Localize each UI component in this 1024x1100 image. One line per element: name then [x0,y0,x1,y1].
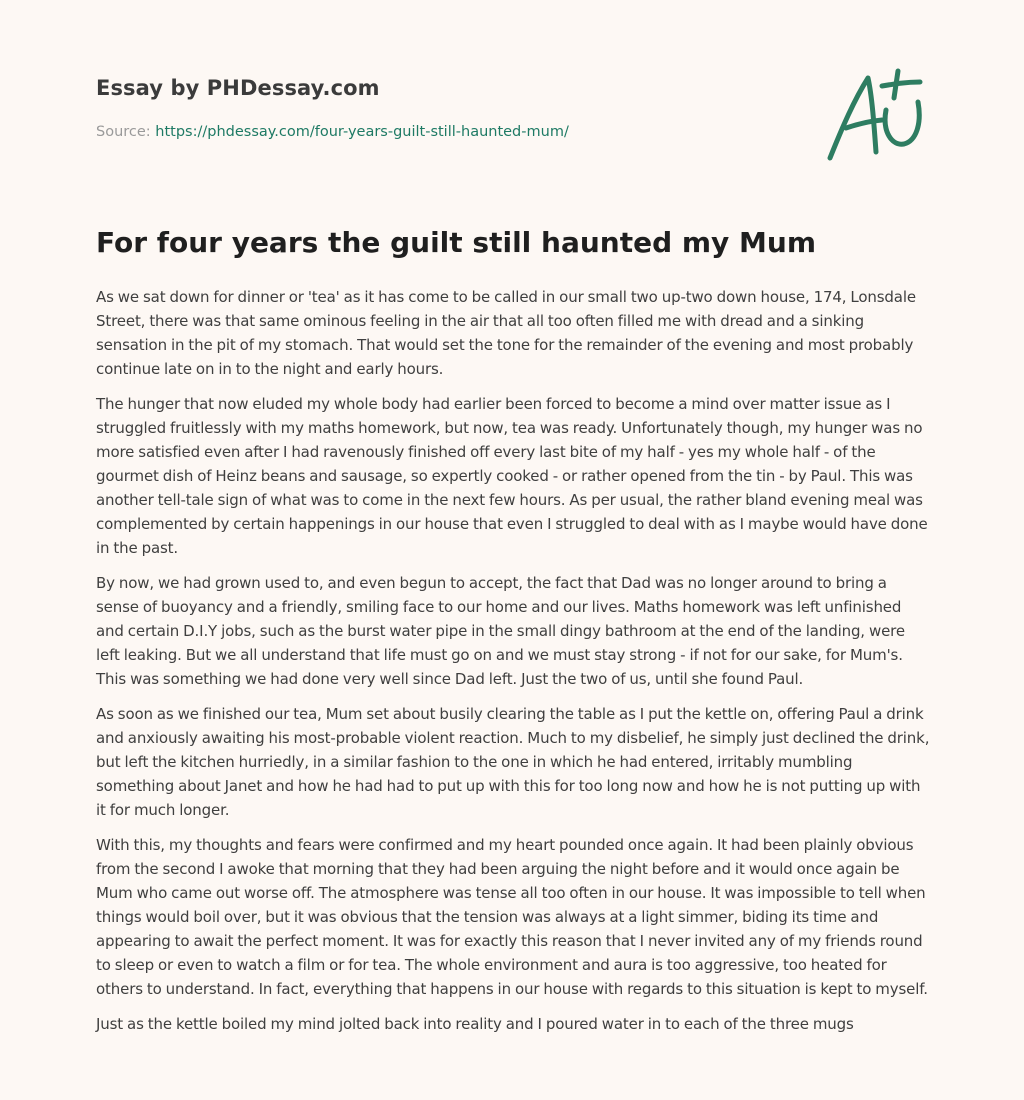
a-plus-logo [824,66,928,166]
source-line [96,124,569,140]
essay-paragraph: As soon as we finished our tea, Mum set about busily clearing the table as I put the kettle on, offering Paul a drink and anxiously awaiting his most-probable violent reaction. Much to my disbelief, he simply just declined the drink, but left the kitchen hurriedly, in a similar fashion to the one in which he had entered, irritably mumbling something about Janet and how he had had to put up with this for too long now and how he is not putting up with it for much longer. [96,705,930,819]
site-title: Essay by PHDessay.com [96,76,380,100]
essay-paragraph: As we sat down for dinner or 'tea' as it has come to be called in our small two up-two down house, 174, Lonsdale Street, there was that same ominous feeling in the air that all too often filled me with dread and a sinking sensation in the pit of my stomach. That would set the tone for the remainder of the evening and most probably continue late on in to the night and early hours. [96,288,916,378]
essay-paragraph: Just as the kettle boiled my mind jolted back into reality and I poured water in to each of the three mugs [96,1015,854,1033]
essay-paragraph: By now, we had grown used to, and even begun to accept, the fact that Dad was no longer around to bring a sense of buoyancy and a friendly, smiling face to our home and our lives. Maths homework was left unfinished and certain D.I.Y jobs, such as the burst water pipe in the small dingy bathroom at the end of the landing, were left leaking. But we all understand that life must go on and we must stay strong - if not for our sake, for Mum's. This was something we had done very well since Dad left. Just the two of us, until she found Paul. [96,574,905,688]
essay-paragraph: With this, my thoughts and fears were confirmed and my heart pounded once again. It had been plainly obvious from the second I awoke that morning that they had been arguing the night before and it would once again be Mum who came out worse off. The atmosphere was tense all too often in our house. It was impossible to tell when things would boil over, but it was obvious that the tension was always at a light simmer, biding its time and appearing to await the perfect moment. It was for exactly this reason that I never invited any of my friends round to sleep or even to watch a film or for tea. The whole environment and aura is too aggressive, too heated for others to understand. In fact, everything that happens in our house with regards to this situation is kept to myself. [96,836,928,998]
source-label: Source: [96,124,156,140]
essay-paragraph: The hunger that now eluded my whole body had earlier been forced to become a mind over matter issue as I struggled fruitlessly with my maths homework, but now, tea was ready. Unfortunately though, my hunger was no more satisfied even after I had ravenously finished off every last bite of my half - yes my whole half - of the gourmet dish of Heinz beans and sausage, so expertly cooked - or rather opened from the tin - by Paul. This was another tell-tale sign of what was to come in the next few hours. As per usual, the rather bland evening meal was complemented by certain happenings in our house that even I struggled to deal with as I maybe would have done in the past. [96,395,928,557]
essay-title: For four years the guilt still haunted my Mum [96,226,817,259]
source-link[interactable]: https://phdessay.com/four-years-guilt-still-haunted-mum/ [155,124,569,140]
essay-body [96,285,932,1047]
